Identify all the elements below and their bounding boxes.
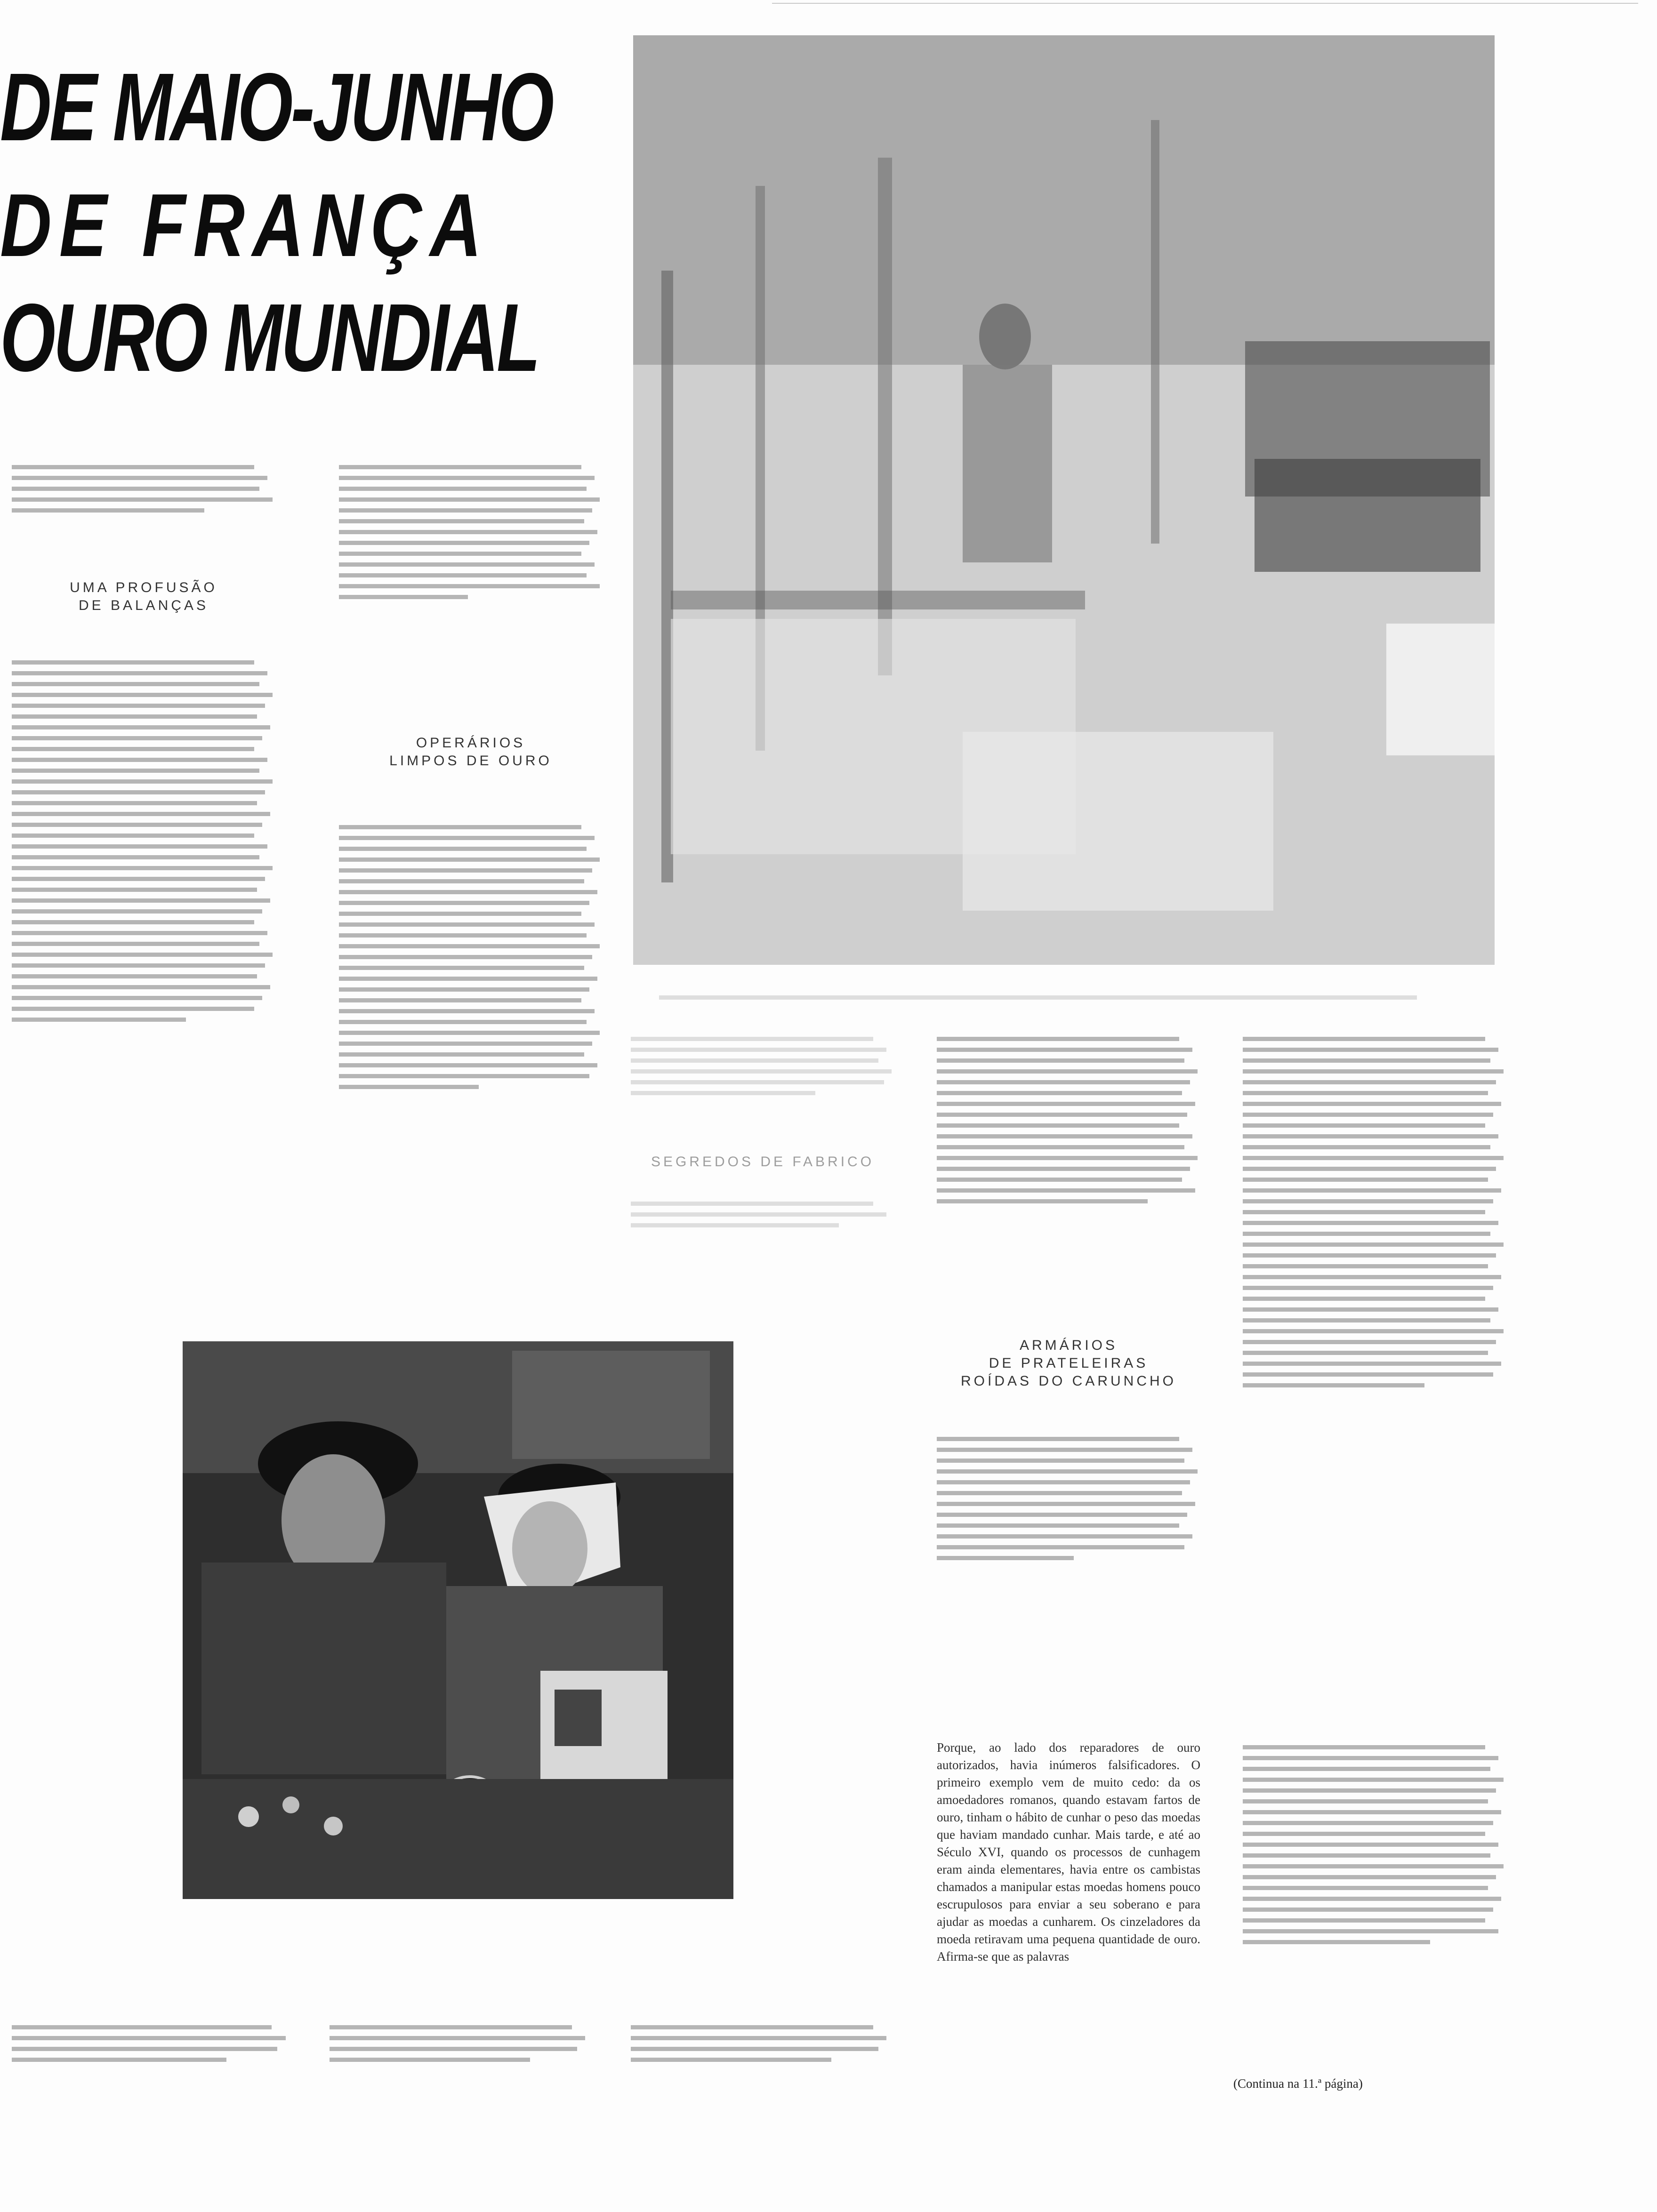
text-line [12,2047,277,2051]
text-line [1243,1048,1498,1052]
text-line [1243,1167,1496,1171]
text-line [937,1491,1182,1495]
text-line [12,769,259,773]
text-line [1243,1199,1493,1203]
text-line [339,847,587,851]
text-line [12,758,267,762]
text-line [339,944,600,948]
text-line [1243,1275,1501,1279]
text-line [937,1545,1184,1549]
text-line [631,1069,892,1074]
text-line [339,879,584,883]
text-line [12,855,259,859]
text-line [1243,1210,1485,1214]
text-line [330,2025,572,2029]
text-line [12,801,257,805]
text-line [1243,1821,1493,1825]
text-line [12,2025,272,2029]
text-line [339,836,595,840]
text-line [1243,1329,1504,1333]
text-line [339,530,597,534]
text-line [1243,1929,1498,1933]
text-line [631,1080,884,1084]
text-line [12,465,254,469]
text-line [339,1063,597,1067]
text-line [631,1048,886,1052]
text-line [12,985,270,989]
text-line [1243,1264,1488,1268]
text-line [937,1480,1190,1484]
body-column-right-end [1243,1739,1506,2068]
text-line [12,823,262,827]
text-line [339,465,581,469]
text-line [339,584,600,588]
text-line [12,844,267,849]
text-line [1243,1058,1490,1063]
text-line [339,977,597,981]
text-line [937,1080,1190,1084]
text-line [631,1091,815,1095]
text-line [12,898,270,903]
photo-caption [659,992,1483,1003]
text-line [339,562,595,567]
text-line [339,858,600,862]
text-line [1243,1372,1493,1377]
text-line [1243,1767,1490,1771]
text-line [631,1058,878,1063]
text-line [339,998,581,1002]
text-line [937,1523,1179,1528]
text-line [12,953,273,957]
text-line [1243,1242,1504,1247]
text-line [937,1469,1198,1474]
text-line [1243,1340,1496,1344]
text-line [12,1007,254,1011]
text-line [339,497,600,502]
text-line [330,2036,585,2040]
text-line [12,974,257,978]
text-line [339,552,581,556]
text-line [12,660,254,665]
text-line [12,682,259,686]
text-line [937,1156,1198,1160]
text-line [339,912,581,916]
body-column-3-top [631,1031,894,1144]
text-line [339,868,592,873]
text-line [1243,1232,1490,1236]
text-line [937,1037,1179,1041]
text-line [1243,1810,1501,1814]
text-line [339,987,589,992]
text-line [1243,1253,1496,1258]
text-line [339,541,589,545]
text-line [1243,1832,1485,1836]
text-line [937,1069,1198,1074]
workshop-photo [633,35,1495,965]
text-line [937,1134,1192,1138]
text-line [659,995,1417,1000]
text-line [12,866,273,870]
body-column-bottom-2 [330,2019,593,2094]
text-line [1243,1102,1501,1106]
text-line [339,1074,589,1078]
text-line [12,1018,186,1022]
text-line [12,2058,226,2062]
text-line [1243,1178,1488,1182]
text-line [1243,1351,1488,1355]
text-line [339,890,597,894]
text-line [1243,1799,1488,1803]
body-column-4-mid [937,1431,1200,1638]
text-line [937,1502,1195,1506]
text-line [1243,1123,1485,1128]
text-line [12,996,262,1000]
text-line [937,1113,1187,1117]
body-column-bottom-3 [631,2019,894,2094]
text-line [12,877,265,881]
text-line [339,966,584,970]
text-line [12,508,204,513]
text-line [12,812,270,816]
text-line [1243,1383,1424,1387]
text-line [339,595,468,599]
text-line [937,1178,1182,1182]
body-column-2 [339,819,603,1252]
top-rule [772,3,1638,4]
text-line [339,1031,600,1035]
money-changer-painting [183,1341,733,1899]
headline-line-3: OURO MUNDIAL [0,284,539,392]
text-line [12,963,265,968]
text-line [12,779,273,784]
body-column-3-lower [631,1195,894,1252]
text-line [1243,1940,1430,1944]
text-line [1243,1145,1490,1149]
text-line [937,1513,1187,1517]
text-line [631,2047,878,2051]
text-line [631,1212,886,1217]
text-line [12,714,257,719]
text-line [12,942,259,946]
text-line [339,1052,584,1057]
text-line [1243,1907,1493,1912]
text-line [1243,1069,1504,1074]
text-line [937,1102,1195,1106]
text-line [1243,1156,1504,1160]
text-line [1243,1037,1485,1041]
body-column-2-intro [339,459,603,694]
text-line [12,497,273,502]
text-line [1243,1113,1493,1117]
headline-line-1: DE MAIO-JUNHO [0,53,552,161]
text-line [937,1048,1192,1052]
text-line [12,476,267,480]
text-line [12,888,257,892]
body-column-4-top [937,1031,1200,1304]
text-line [1243,1756,1498,1760]
text-line [339,922,595,927]
text-line [12,747,254,751]
text-line [937,1123,1179,1128]
text-line [339,1020,587,1024]
text-line [12,790,265,794]
text-line [339,1085,479,1089]
text-line [937,1199,1148,1203]
text-line [1243,1788,1496,1793]
continuation-note: (Continua na 11.ª página) [1233,2076,1363,2091]
text-line [937,1459,1184,1463]
text-line [937,1437,1179,1441]
text-line [339,1042,592,1046]
text-line [339,1009,595,1013]
text-line [1243,1307,1498,1312]
text-line [937,1534,1192,1539]
text-line [339,955,592,959]
text-line [1243,1886,1488,1890]
text-line [937,1091,1182,1095]
text-line [339,519,584,523]
text-line [937,1188,1195,1193]
text-line [631,2058,831,2062]
text-line [1243,1778,1504,1782]
text-line [12,693,273,697]
text-line [12,487,259,491]
body-column-1-intro [12,459,275,551]
text-line [1243,1080,1496,1084]
body-column-dark: Porque, ao lado dos reparadores de ouro autorizados, havia inúmeros falsificadores. O primeiro exemplo vem de muito cedo: da os amoedadores romanos, quando estavam fartos de ouro, tinham o hábito de cunhar o peso das moedas que haviam mandado cunhar. Mais tarde, e até ao Século XVI, quando os processos de cunhagem eram ainda elementares, havia entre os cambistas chamados a manipular estas moedas homens pouco escrupulosos para enviar a seu soberano e para ajudar as moedas a cunharem. Os cinzeladores da moeda retiravam uma pequena quantidade de ouro. Afirma-se que as palavras [937,1740,1200,1964]
text-line [339,901,589,905]
text-line [339,487,587,491]
text-line [1243,1286,1493,1290]
text-line [937,1167,1190,1171]
text-line [1243,1221,1498,1225]
headline-line-2: DE FRANÇA [0,176,490,275]
subhead-segredos: SEGREDOS DE FABRICO [651,1154,875,1170]
subhead-balancas: UMA PROFUSÃO DE BALANÇAS [70,580,217,613]
body-column-5 [1243,1031,1506,1591]
text-line [631,1037,873,1041]
text-line [330,2058,530,2062]
subhead-operarios: OPERÁRIOS LIMPOS DE OURO [389,735,552,769]
text-line [1243,1875,1496,1879]
text-line [339,825,581,829]
body-column-bottom-1 [12,2019,294,2094]
text-line [12,704,265,708]
text-line [1243,1843,1498,1847]
text-line [1243,1897,1501,1901]
text-line [12,725,270,729]
text-line [1243,1918,1485,1923]
text-line [1243,1134,1498,1138]
text-line [12,736,262,740]
text-line [339,476,595,480]
subhead-armarios: ARMÁRIOS DE PRATELEIRAS ROÍDAS DO CARUNCHO [960,1338,1177,1389]
text-line [937,1556,1074,1560]
text-line [1243,1864,1504,1868]
text-line [12,834,254,838]
text-line [1243,1091,1488,1095]
text-line [631,1223,839,1227]
text-line [1243,1318,1490,1322]
text-line [1243,1188,1501,1193]
text-line [12,671,267,675]
body-column-1 [12,654,275,1238]
text-line [937,1058,1184,1063]
text-line [12,931,267,935]
text-line [937,1145,1184,1149]
text-line [937,1448,1192,1452]
text-line [631,1202,873,1206]
text-line [1243,1297,1485,1301]
text-line [1243,1362,1501,1366]
text-line [339,573,587,577]
text-line [339,508,592,513]
text-line [1243,1745,1485,1749]
text-line [631,2025,873,2029]
text-line [1243,1853,1490,1858]
text-line [12,909,262,914]
text-line [12,920,254,924]
text-line [339,933,587,938]
text-line [330,2047,577,2051]
text-line [12,2036,286,2040]
text-line [631,2036,886,2040]
